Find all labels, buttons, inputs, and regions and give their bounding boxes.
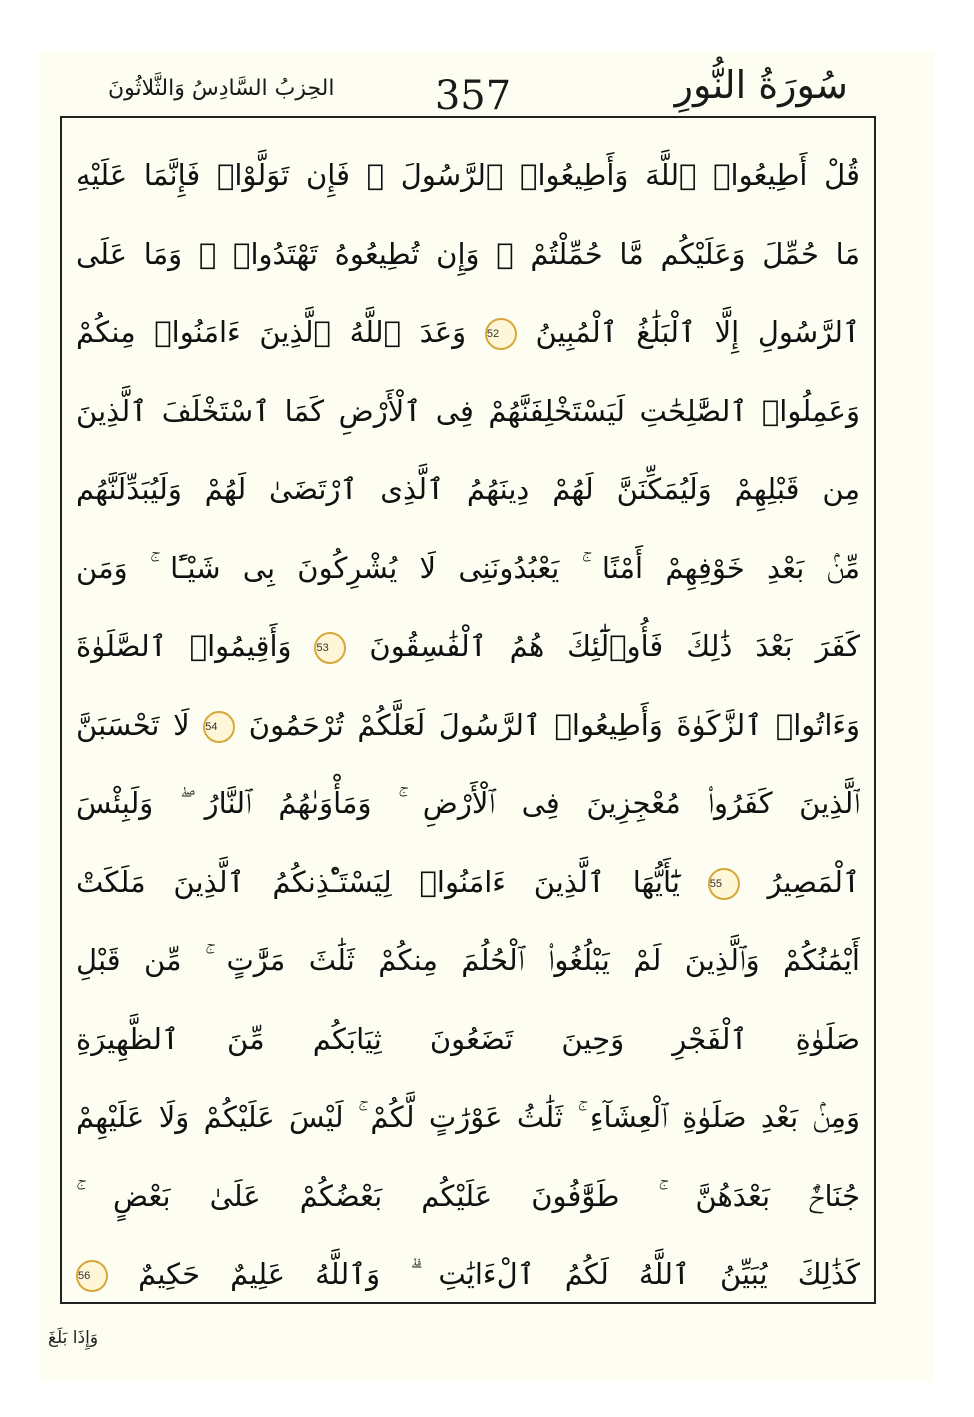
line-text-after-marker: وَأَقِيمُوا۟ ٱلصَّلَوٰةَ [76,629,292,663]
line-text: ٱلرَّسُولِ إِلَّا ٱلْبَلَٰغُ ٱلْمُبِينُ [535,315,860,349]
ayah-line [76,215,860,294]
ayah-line [76,450,860,529]
ayah-line [76,607,860,686]
ayah-line [76,372,860,451]
line-text: أَيْمَٰنُكُمْ وَٱلَّذِينَ لَمْ يَبْلُغُوا۟ ٱلْحُلُمَ مِنكُمْ ثَلَٰثَ مَرَّٰتٍ ۚ مِّن قَبْلِ [76,943,860,977]
ayah-line [76,1078,860,1157]
ayah-line [76,293,860,372]
line-text: ٱلْمَصِيرُ [767,864,860,899]
text-frame [60,116,876,1304]
line-text-after-marker: وَعَدَ ٱللَّهُ ٱلَّذِينَ ءَامَنُوا۟ مِنكُمْ [76,315,467,349]
ayah-line [76,1000,860,1079]
ayah-number-marker: 53 [314,632,346,664]
line-text: صَلَوٰةِ ٱلْفَجْرِ وَحِينَ تَضَعُونَ ثِيَابَكُم مِّنَ ٱلظَّهِيرَةِ [76,1021,860,1056]
line-text: مِّنۢ بَعْدِ خَوْفِهِمْ أَمْنًا ۚ يَعْبُدُونَنِى لَا يُشْرِكُونَ بِى شَيْـًٔا ۚ وَمَن [76,550,860,585]
ayah-number-marker: 55 [708,868,740,900]
ayah-line [76,136,860,215]
ayah-line [76,686,860,765]
ayah-line [76,843,860,922]
ayah-line [76,1235,860,1314]
catchword: وَإِذَا بَلَغَ [48,1328,99,1348]
line-text: كَفَرَ بَعْدَ ذَٰلِكَ فَأُو۟لَٰٓئِكَ هُمُ ٱلْفَٰسِقُونَ [369,629,860,663]
ayah-line [76,921,860,1000]
page-header [60,60,886,120]
line-text: وَعَمِلُوا۟ ٱلصَّٰلِحَٰتِ لَيَسْتَخْلِفَنَّهُمْ فِى ٱلْأَرْضِ كَمَا ٱسْتَخْلَفَ ٱلَّذِينَ [76,393,860,428]
page-number: 357 [434,73,512,119]
ayah-number-marker: 52 [485,318,517,350]
surah-title: سُورَةُ النُّورِ [674,63,848,107]
ayah-line [76,764,860,843]
ayah-number-marker: 54 [203,711,235,743]
line-text: مِن قَبْلِهِمْ وَلَيُمَكِّنَنَّ لَهُمْ دِينَهُمُ ٱلَّذِى ٱرْتَضَىٰ لَهُمْ وَلَيُبَدِّلَنَّهُم [76,472,860,506]
ayah-lines [76,136,860,1314]
line-text-after-marker: لَا تَحْسَبَنَّ [76,707,190,742]
ayah-number-marker: 56 [76,1260,108,1292]
line-text-after-marker: يَٰٓأَيُّهَا ٱلَّذِينَ ءَامَنُوا۟ لِيَسْتَـْٔذِنكُمُ ٱلَّذِينَ مَلَكَتْ [76,864,680,899]
line-text: كَذَٰلِكَ يُبَيِّنُ ٱللَّهُ لَكُمُ ٱلْءَايَٰتِ ۗ وَٱللَّهُ عَلِيمٌ حَكِيمٌ [138,1257,860,1291]
line-text: جُنَاحٌۢ بَعْدَهُنَّ ۚ طَوَّٰفُونَ عَلَيْكُم بَعْضُكُمْ عَلَىٰ بَعْضٍ ۚ [76,1178,860,1213]
line-text: قُلْ أَطِيعُوا۟ ٱللَّهَ وَأَطِيعُوا۟ ٱلرَّسُولَ ۖ فَإِن تَوَلَّوْا۟ فَإِنَّمَا عَلَيْهِ [76,158,860,192]
line-text: ٱلَّذِينَ كَفَرُوا۟ مُعْجِزِينَ فِى ٱلْأَرْضِ ۚ وَمَأْوَىٰهُمُ ٱلنَّارُ ۖ وَلَبِئْسَ [76,786,860,820]
line-text: وَءَاتُوا۟ ٱلزَّكَوٰةَ وَأَطِيعُوا۟ ٱلرَّسُولَ لَعَلَّكُمْ تُرْحَمُونَ [248,707,860,742]
hizb-label: الحِزبُ السَّادِسُ وَالثَّلاثُونَ [108,76,335,101]
line-text: مَا حُمِّلَ وَعَلَيْكُم مَّا حُمِّلْتُمْ ۖ وَإِن تُطِيعُوهُ تَهْتَدُوا۟ ۚ وَمَا عَلَى [76,236,860,271]
ayah-line [76,529,860,608]
ayah-line [76,1157,860,1236]
line-text: وَمِنۢ بَعْدِ صَلَوٰةِ ٱلْعِشَآءِ ۚ ثَلَٰثُ عَوْرَٰتٍ لَّكُمْ ۚ لَيْسَ عَلَيْكُمْ وَلَا عَلَيْهِمْ [76,1100,860,1134]
